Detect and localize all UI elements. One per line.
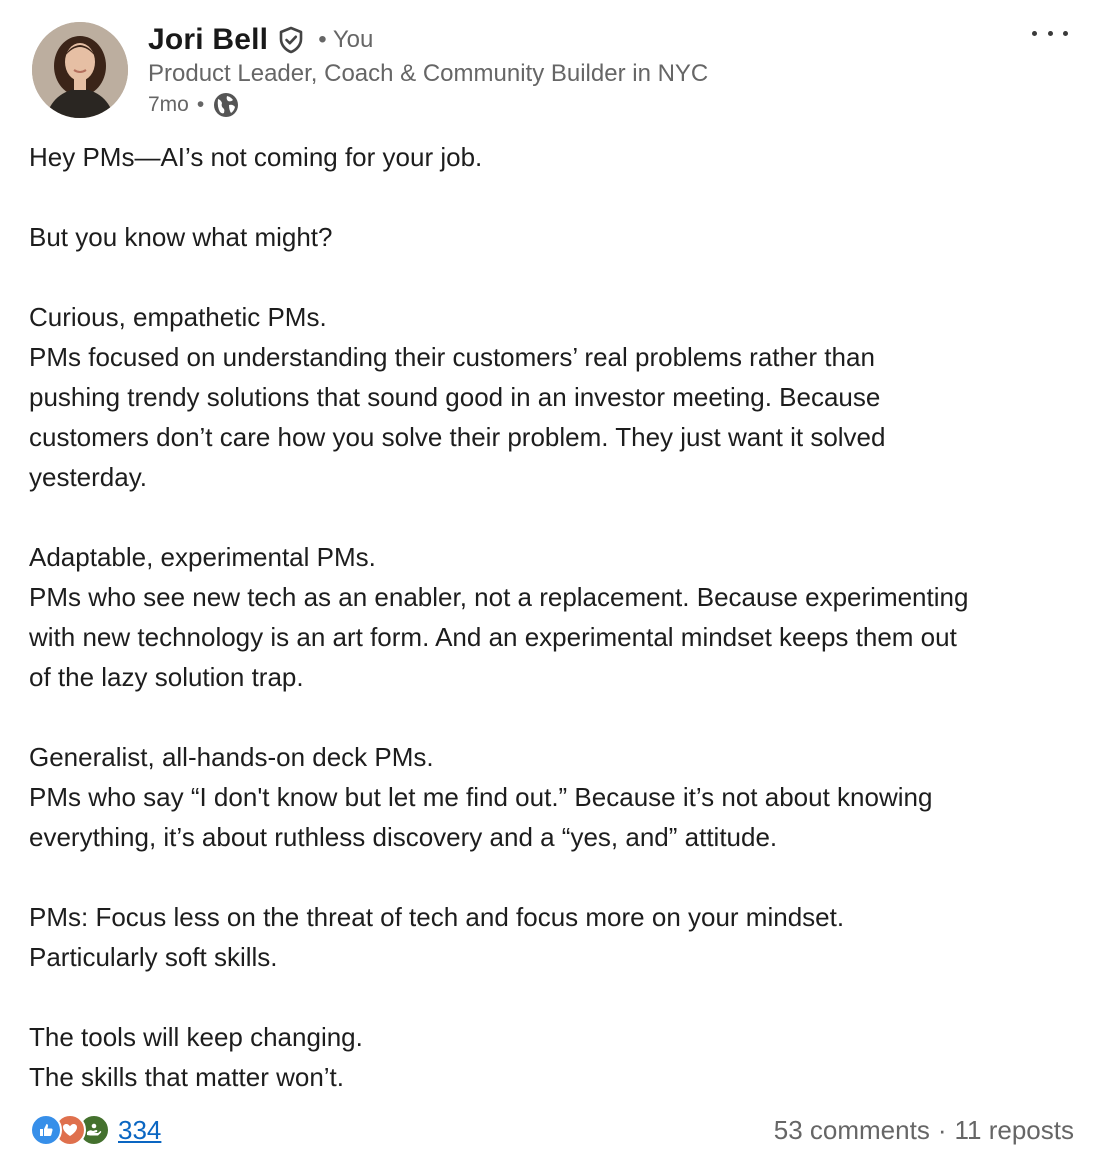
post-text-line: everything, it’s about ruthless discovery and a “yes, and” attitude. [29, 822, 778, 852]
post-text-line: customers don’t care how you solve their problem. They just want it solved [29, 422, 886, 452]
comments-link[interactable]: 53 comments [773, 1114, 930, 1145]
post-text-line: Hey PMs—AI’s not coming for your job. [29, 142, 483, 172]
post-text-line: pushing trendy solutions that sound good in an investor meeting. Because [29, 382, 881, 412]
paragraph-gap [29, 257, 1079, 297]
post-text-line: with new technology is an art form. And an experimental mindset keeps them out [29, 622, 957, 652]
author-name[interactable]: Jori Bell [148, 23, 269, 56]
like-icon [30, 1114, 62, 1146]
reaction-count-link[interactable]: 334 [118, 1114, 162, 1145]
post-text-line: PMs who say “I don't know but let me find out.” Because it’s not about knowing [29, 782, 933, 812]
paragraph-gap [29, 697, 1079, 737]
paragraph-gap [29, 497, 1079, 537]
more-dot-icon [1048, 31, 1053, 36]
avatar-photo [32, 22, 128, 118]
globe-icon [212, 91, 240, 119]
post-text-line: Curious, empathetic PMs. [29, 302, 327, 332]
post-header [32, 22, 1078, 122]
reactions-summary[interactable] [30, 1114, 161, 1146]
paragraph-gap [29, 857, 1079, 897]
author-avatar[interactable] [32, 22, 128, 118]
post-text-line: The tools will keep changing. [29, 1022, 363, 1052]
author-meta [148, 22, 708, 120]
post-text-line: PMs focused on understanding their customers’ real problems rather than [29, 342, 875, 372]
post-text-line: The skills that matter won’t. [29, 1062, 344, 1092]
author-name-row [148, 22, 708, 58]
post-timestamp: 7mo [148, 93, 189, 116]
post-body [29, 137, 1079, 1097]
engagement-stats [774, 1115, 1074, 1146]
post-text-line: PMs: Focus less on the threat of tech and focus more on your mindset. [29, 902, 845, 932]
post-text-line: But you know what might? [29, 222, 333, 252]
stats-separator: · [937, 1114, 947, 1145]
connection-degree: • You [318, 26, 374, 53]
more-options-button[interactable] [1032, 22, 1068, 44]
post-text-line: yesterday. [29, 462, 148, 492]
post-time-row [148, 90, 708, 120]
author-headline: Product Leader, Coach & Community Builder in NYC [148, 60, 709, 87]
more-dot-icon [1032, 31, 1037, 36]
verified-shield-icon [276, 25, 306, 55]
paragraph-gap [29, 177, 1079, 217]
post-text-line: of the lazy solution trap. [29, 662, 304, 692]
paragraph-gap [29, 977, 1079, 1017]
post-text-line: Particularly soft skills. [29, 942, 278, 972]
post-text-line: Generalist, all-hands-on deck PMs. [29, 742, 434, 772]
more-dot-icon [1063, 31, 1068, 36]
post-text-line: PMs who see new tech as an enabler, not a replacement. Because experimenting [29, 582, 969, 612]
reposts-link[interactable]: 11 reposts [954, 1114, 1074, 1145]
time-separator: • [196, 93, 205, 116]
post-text-line: Adaptable, experimental PMs. [29, 542, 376, 572]
social-counts [30, 1110, 1074, 1150]
